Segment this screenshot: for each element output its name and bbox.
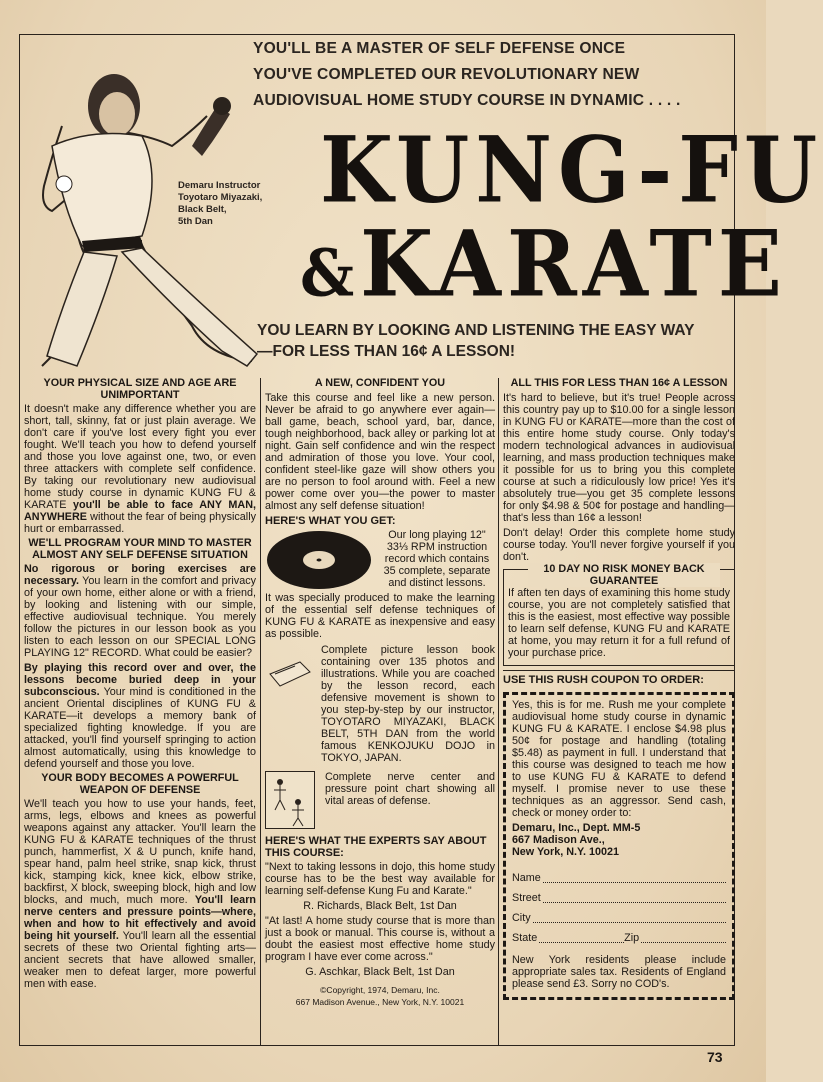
column-divider — [260, 378, 261, 1046]
paragraph: Complete nerve center and pressure point chart showing all vital areas of defense. — [325, 770, 495, 807]
subheadline-line: —FOR LESS THAN 16¢ A LESSON! — [257, 343, 516, 360]
paragraph: It was specially produced to make the learning of the essential self defense techniques of KUNG FU & KARATE as inexpensive and easy as possible. — [265, 591, 495, 640]
guarantee-text: If aften ten days of examining this home study course, you are not completely satisfied that this is the easiest, most effective way possible to learn self defense, KUNG FU and KARATE at home, you may return it for a full refund of your purchase price. — [508, 586, 730, 659]
title-karate — [300, 210, 788, 317]
paragraph — [24, 403, 256, 535]
text-bold: you'll be able to face ANY MAN, ANYWHERE — [24, 499, 256, 523]
text: Your mind is conditioned in the ancient Oriental disciplines of KUNG FU & KARATE—it develops a memory bank of specialized fighting knowledge. If you are attacked, you'll find yourself springing to action almost automatically, using this knowledge to defend yourself and those you love. — [24, 686, 256, 770]
text: We'll teach you how to use your hands, feet, arms, legs, elbows and knees as powerful weapons against any attacker. You'll learn the KUNG FU & KARATE techniques of the thrust punch, hammerfist, X & U punch, knife hand, spear hand, palm heel strike, snap kick, thrust kick, stamping kick, knee kick, elbow strike, backfirst, X block, sweeping block, high and low blocks, and much, much more. — [24, 798, 256, 906]
text-bold: By playing this record over and over, the lessons become buried deep in your subconscious. — [24, 662, 256, 698]
text-bold: No rigorous or boring exercises are necessary. — [24, 563, 256, 587]
section-heading: YOUR BODY BECOMES A POWERFUL WEAPON OF DEFENSE — [41, 772, 239, 796]
caption-line: Demaru Instructor — [178, 180, 261, 191]
copyright-address: 667 Madison Avenue., New York, N.Y. 10021 — [295, 996, 465, 1007]
section-heading: HERE'S WHAT YOU GET: — [265, 514, 396, 527]
copyright-line: ©Copyright, 1974, Demaru, Inc. — [320, 984, 440, 995]
paragraph — [24, 563, 256, 659]
section-heading: HERE'S WHAT THE EXPERTS SAY ABOUT THIS COURSE: — [265, 834, 487, 859]
field-label: Street — [512, 891, 541, 904]
caption-line: Toyotaro Miyazaki, — [178, 192, 263, 203]
photo-caption — [178, 180, 262, 228]
field-label: Name — [512, 871, 541, 884]
lesson-book-icon — [265, 644, 315, 694]
zip-blank[interactable] — [641, 932, 726, 943]
paragraph: It's hard to believe, but it's true! People across this country pay up to $10.00 for a single lesson in KUNG FU or KARATE—more than the cost of this entire home study course. Only today's modern technological advances in audiovisual learning, and mass production techniques make it possible for us to bring you this complete course at such a ridiculously low price! Yes it's absolutely true—you get 35 complete lessons for only $4.98 & 50¢ for postage and handling—that's less than 16¢ a lesson! — [503, 391, 735, 524]
city-blank[interactable] — [533, 912, 726, 923]
street-blank[interactable] — [543, 892, 726, 903]
state-blank[interactable] — [539, 932, 624, 943]
city-field[interactable] — [512, 912, 726, 924]
record-disc-icon — [265, 529, 373, 591]
title-kung-fu: KUNG-FU — [320, 116, 823, 223]
testimonial: "At last! A home study course that is more than just a book or manual. This course is, without a doubt the easiest most effective home study program I have ever come across." — [265, 914, 495, 963]
subheadline — [257, 320, 737, 362]
section-heading: WE'LL PROGRAM YOUR MIND TO MASTER ALMOST ANY SELF DEFENSE SITUATION — [28, 537, 252, 561]
caption-line: Black Belt, — [178, 204, 227, 215]
text-bold: You'll learn nerve centers and pressure points—where, when and how to hit effectively and avoid being hit yourself. — [24, 894, 256, 942]
section-heading: YOUR PHYSICAL SIZE AND AGE ARE UNIMPORTANT — [43, 377, 237, 401]
column-divider — [498, 378, 499, 1046]
paragraph: Our long playing 12" 33⅓ RPM instruction record which contains 35 complete, separate and distinct lessons. — [383, 528, 491, 589]
field-label: City — [512, 911, 531, 924]
paragraph: Complete picture lesson book containing over 135 photos and illustrations. While you are coached by the lesson record, each defensive movement is shown to you step-by-step by our instructor, TOYOTARO MIYAZAKI, BLACK BELT, 5TH DAN from the world famous KENKOJUKU DOJO in TOKYO, JAPAN. — [321, 643, 495, 764]
column-right — [503, 378, 735, 1000]
coupon-heading: USE THIS RUSH COUPON TO ORDER: — [503, 670, 735, 686]
record-offer — [265, 529, 495, 592]
testimonial: "Next to taking lessons in dojo, this home study course has to be the best way available for learning self-defense Kung Fu and Karate." — [265, 860, 495, 897]
lesson-book-offer — [265, 644, 495, 767]
pressure-point-chart-icon — [265, 771, 315, 829]
paragraph — [24, 662, 256, 770]
guarantee-box — [503, 562, 735, 666]
field-label: State — [512, 931, 538, 944]
column-left — [24, 378, 256, 993]
testimonial-author: R. Richards, Black Belt, 1st Dan — [303, 899, 457, 912]
title-karate-word: KARATE — [360, 210, 788, 317]
title-ampersand: & — [300, 235, 361, 312]
coupon-text: Yes, this is for me. Rush me your complete audiovisual home study course in dynamic KUNG FU & KARATE. I enclose $4.98 plus 50¢ for postage and handling (totaling $5.48) as payment in full. I understand that this course was designed to teach me how to use KUNG FU & KARATE to defend myself. I promise never to use these techniques as an aggressor. Send cash, check or money order to: — [512, 698, 726, 819]
headline — [253, 36, 723, 114]
headline-line: AUDIOVISUAL HOME STUDY COURSE IN DYNAMIC . . . . — [253, 92, 681, 109]
street-field[interactable] — [512, 892, 726, 904]
chart-offer — [265, 771, 495, 829]
paragraph: Don't delay! Order this complete home study course today. You'll never forgive yourself if you don't. — [503, 526, 735, 563]
section-heading: A NEW, CONFIDENT YOU — [314, 377, 446, 389]
name-field[interactable] — [512, 872, 726, 884]
state-zip-field[interactable] — [512, 932, 726, 944]
field-label: Zip — [624, 931, 640, 944]
page-number: 73 — [707, 1049, 723, 1065]
headline-line: YOU'VE COMPLETED OUR REVOLUTIONARY NEW — [253, 66, 640, 83]
text: It doesn't make any difference whether you are short, tall, skinny, fat or just plain average. We don't care if you've lost every fight you ever fought. We'll teach you how to defend yourself and those you love against one, two, or even three attackers with complete self confidence. By taking our revolutionary new audiovisual home study course in dynamic KUNG FU & KARATE — [24, 403, 256, 511]
guarantee-title: 10 DAY NO RISK MONEY BACK GUARANTEE — [528, 563, 720, 587]
caption-line: 5th Dan — [178, 216, 213, 227]
body-columns — [22, 378, 736, 1046]
testimonial-author: G. Aschkar, Black Belt, 1st Dan — [305, 965, 455, 978]
address-line: 667 Madison Ave., — [512, 833, 605, 846]
text: You learn in the comfort and privacy of your own home, either alone or with a friend, by looking and listening with our simple, effective audiovisual technique. You merely follow the pictures in our lesson book as you listen to each lesson on our SPECIAL LONG PLAYING 12" RECORD. What could be easier? — [24, 575, 256, 659]
headline-line: YOU'LL BE A MASTER OF SELF DEFENSE ONCE — [253, 40, 626, 57]
address-line: Demaru, Inc., Dept. MM-5 — [512, 821, 641, 834]
paragraph — [24, 798, 256, 990]
text: You'll learn all the essential secrets of these two Oriental fighting arts—ancient secrets that have allowed smaller, weaker men to defeat larger, more powerful men with ease. — [24, 930, 256, 990]
copyright — [265, 984, 495, 1008]
name-blank[interactable] — [543, 872, 726, 883]
text: without the fear of being physically hurt or embarrassed. — [24, 511, 256, 535]
subheadline-line: YOU LEARN BY LOOKING AND LISTENING THE EASY WAY — [257, 322, 695, 339]
address-line: New York, N.Y. 10021 — [512, 845, 620, 858]
paragraph: Take this course and feel like a new person. Never be afraid to go anywhere ever again—ball game, beach, school yard, bar, dance, tough neighborhood, back alley or parking lot at night. Gain self confidence and win the respect and admiration of those you love. Your cool, confident steel-like gaze will show others you are no person to fool around with. Feel a new power come over you—the power to master almost any self defense situation! — [265, 391, 495, 512]
tax-note: New York residents please include appropriate sales tax. Residents of England please send £3. Sorry no COD's. — [512, 953, 726, 990]
order-coupon[interactable] — [503, 692, 735, 1000]
section-heading: ALL THIS FOR LESS THAN 16¢ A LESSON — [510, 377, 728, 389]
column-middle — [265, 378, 495, 1008]
